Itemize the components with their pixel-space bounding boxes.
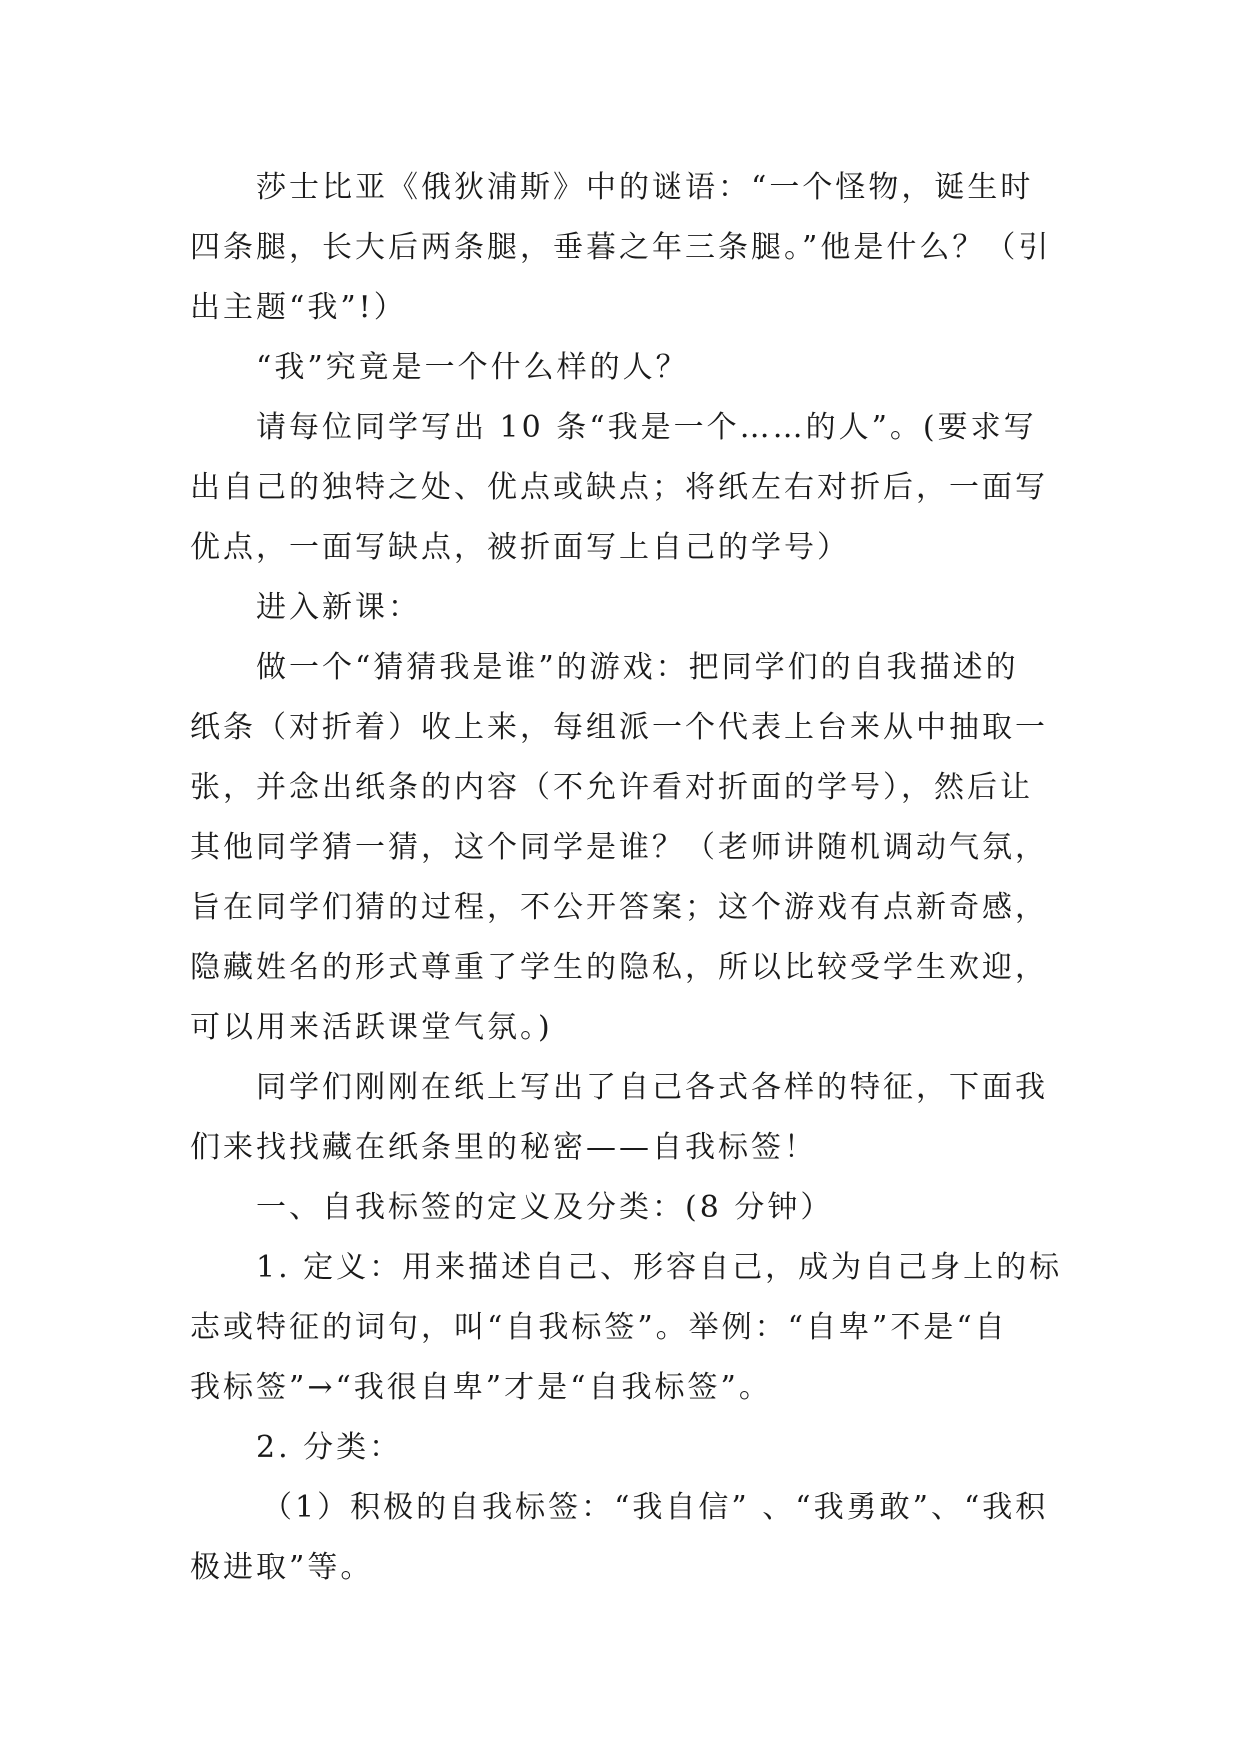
document-body [190, 158, 1063, 1598]
subsection-heading: 2. 分类： [256, 1430, 403, 1465]
text-line: 出自己的独特之处、优点或缺点；将纸左右对折后，一面写 [190, 470, 1048, 505]
text-line: 志或特征的词句，叫“自我标签”。举例：“自卑”不是“自 [190, 1310, 1008, 1345]
text-line: 们来找找藏在纸条里的秘密——自我标签！ [190, 1130, 817, 1165]
text-line: 可以用来活跃课堂气氛。) [190, 1010, 553, 1045]
text-line: “我”究竟是一个什么样的人？ [256, 350, 689, 385]
text-line: 极进取”等。 [190, 1550, 374, 1585]
text-line: 同学们刚刚在纸上写出了自己各式各样的特征，下面我 [256, 1070, 1048, 1105]
text-line: 进入新课： [256, 590, 421, 625]
text-line: 其他同学猜一猜，这个同学是谁？（老师讲随机调动气氛， [190, 830, 1048, 865]
text-line: 隐藏姓名的形式尊重了学生的隐私，所以比较受学生欢迎， [190, 950, 1048, 985]
section-heading: 一、自我标签的定义及分类：(8 分钟） [256, 1190, 834, 1225]
text-line: 我标签”→“我很自卑”才是“自我标签”。 [190, 1370, 772, 1405]
text-line: 莎士比亚《俄狄浦斯》中的谜语：“一个怪物，诞生时 [256, 170, 1034, 205]
text-line: 旨在同学们猜的过程，不公开答案；这个游戏有点新奇感， [190, 890, 1048, 925]
text-line: 纸条（对折着）收上来，每组派一个代表上台来从中抽取一 [190, 710, 1048, 745]
text-line: 张，并念出纸条的内容（不允许看对折面的学号），然后让 [190, 770, 1033, 805]
text-line: 做一个“猜猜我是谁”的游戏：把同学们的自我描述的 [256, 650, 1019, 685]
text-line: 优点，一面写缺点，被折面写上自己的学号） [190, 530, 850, 565]
text-line: 请每位同学写出 10 条“我是一个……的人”。(要求写 [256, 410, 1037, 445]
text-line: 1. 定义：用来描述自己、形容自己，成为自己身上的标 [256, 1250, 1063, 1285]
text-line: 四条腿，长大后两条腿，垂暮之年三条腿。”他是什么？（引 [190, 230, 1052, 265]
text-line: （1）积极的自我标签：“我自信” 、“我勇敢”、“我积 [262, 1490, 1049, 1525]
text-line: 出主题“我”!） [190, 290, 407, 325]
